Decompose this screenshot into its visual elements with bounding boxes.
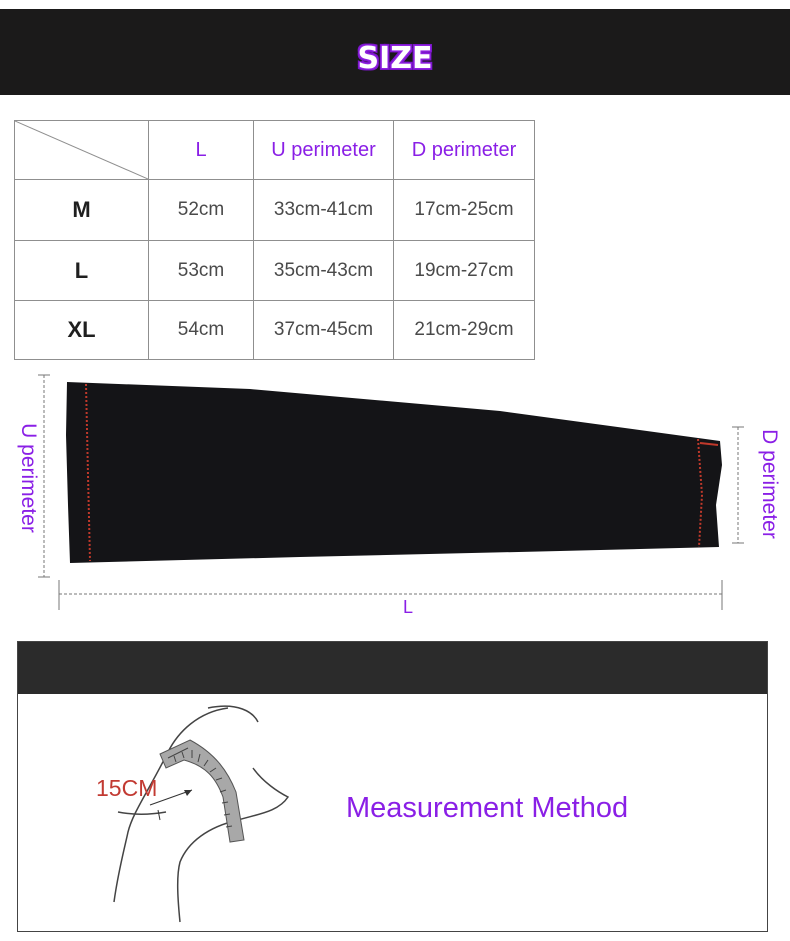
size-label: XL	[15, 301, 149, 360]
sleeve-shape	[66, 382, 722, 563]
measurement-method-title: Measurement Method	[346, 792, 629, 824]
size-label: M	[15, 180, 149, 241]
arrow-icon	[184, 790, 192, 796]
table-row	[15, 241, 535, 301]
knee-measurement-illustration	[88, 702, 318, 927]
u-perimeter-cell: 35cm-43cm	[254, 241, 394, 301]
length-cell: 53cm	[149, 241, 254, 301]
thigh-outline	[208, 706, 258, 722]
corner-cell	[15, 121, 149, 180]
length-cell: 52cm	[149, 180, 254, 241]
measurement-method-panel	[17, 641, 768, 932]
size-table	[14, 120, 535, 360]
d-perimeter-cell: 17cm-25cm	[394, 180, 535, 241]
d-perimeter-cell: 19cm-27cm	[394, 241, 535, 301]
table-row	[15, 301, 535, 360]
d-perimeter-label: D perimeter	[758, 429, 781, 539]
length-label: L	[403, 597, 414, 617]
distance-label: 15CM	[96, 775, 158, 801]
header-length: L	[149, 121, 254, 180]
u-perimeter-label: U perimeter	[17, 423, 40, 533]
table-header-row	[15, 121, 535, 180]
sleeve-diagram	[0, 365, 790, 615]
header-d-perimeter: D perimeter	[394, 121, 535, 180]
size-title: SIZE	[357, 41, 433, 76]
header-u-perimeter: U perimeter	[254, 121, 394, 180]
size-label: L	[15, 241, 149, 301]
d-perimeter-cell: 21cm-29cm	[394, 301, 535, 360]
distance-tick	[158, 810, 160, 820]
u-perimeter-cell: 33cm-41cm	[254, 180, 394, 241]
diagonal-line-icon	[15, 121, 148, 179]
method-header-bar	[18, 642, 767, 694]
leg-outline	[114, 708, 228, 902]
u-perimeter-cell: 37cm-45cm	[254, 301, 394, 360]
length-cell: 54cm	[149, 301, 254, 360]
table-row	[15, 180, 535, 241]
